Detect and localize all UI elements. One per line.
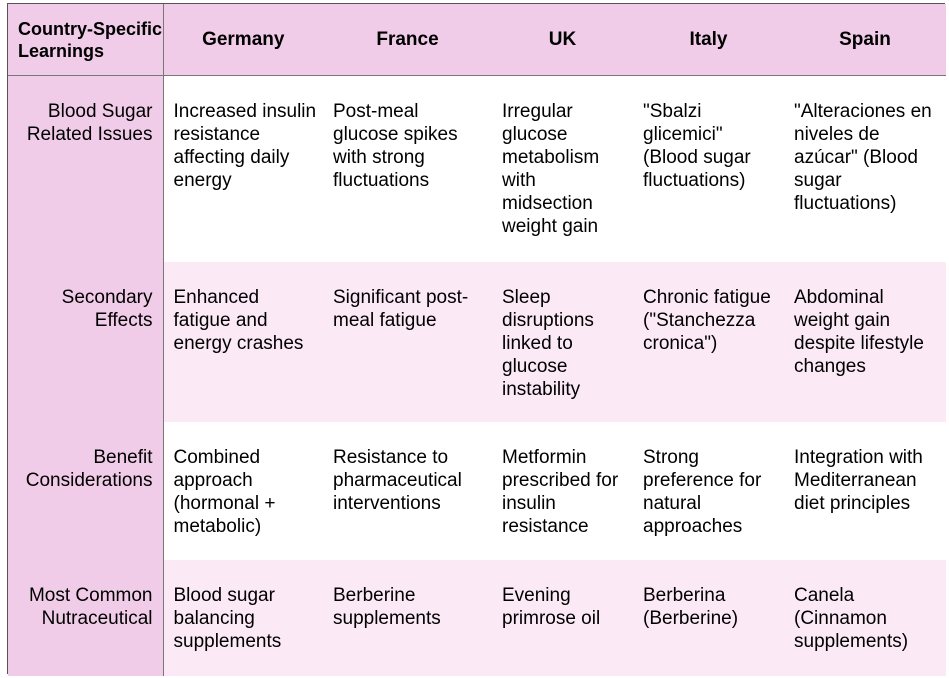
table-cell: Combined approach (hormonal + metabolic)	[163, 422, 323, 560]
corner-header: Country-Specific Learnings	[8, 4, 163, 76]
table-cell: Blood sugar balancing supplements	[163, 560, 323, 676]
table-cell: Increased insulin resistance affecting daily energy	[163, 76, 323, 262]
table-cell: Strong preference for natural approaches	[633, 422, 784, 560]
column-header-france: France	[323, 4, 492, 76]
table-cell: Chronic fatigue ("Stanchezza cronica")	[633, 262, 784, 422]
table-row	[8, 560, 946, 676]
table-cell: Metformin prescribed for insulin resistance	[492, 422, 633, 560]
comparison-table-container	[7, 3, 945, 674]
row-header-most-common-nutraceutical: Most Common Nutraceutical	[8, 560, 163, 676]
table-row	[8, 76, 946, 262]
country-learnings-table	[8, 4, 946, 676]
row-header-blood-sugar: Blood Sugar Related Issues	[8, 76, 163, 262]
column-header-italy: Italy	[633, 4, 784, 76]
table-cell: Significant post-meal fatigue	[323, 262, 492, 422]
table-cell: Berberine supplements	[323, 560, 492, 676]
header-row	[8, 4, 946, 76]
row-header-benefit-considerations: Benefit Considerations	[8, 422, 163, 560]
table-cell: Enhanced fatigue and energy crashes	[163, 262, 323, 422]
table-row	[8, 422, 946, 560]
table-cell: Evening primrose oil	[492, 560, 633, 676]
column-header-uk: UK	[492, 4, 633, 76]
table-cell: Canela (Cinnamon supplements)	[784, 560, 946, 676]
table-cell: Post-meal glucose spikes with strong fluctuations	[323, 76, 492, 262]
table-cell: Abdominal weight gain despite lifestyle changes	[784, 262, 946, 422]
table-cell: Sleep disruptions linked to glucose instability	[492, 262, 633, 422]
table-cell: Irregular glucose metabolism with midsection weight gain	[492, 76, 633, 262]
table-row	[8, 262, 946, 422]
table-cell: "Sbalzi glicemici" (Blood sugar fluctuations)	[633, 76, 784, 262]
row-header-secondary-effects: Secondary Effects	[8, 262, 163, 422]
table-cell: "Alteraciones en niveles de azúcar" (Blood sugar fluctuations)	[784, 76, 946, 262]
column-header-spain: Spain	[784, 4, 946, 76]
table-cell: Berberina (Berberine)	[633, 560, 784, 676]
table-cell: Resistance to pharmaceutical interventions	[323, 422, 492, 560]
table-cell: Integration with Mediterranean diet principles	[784, 422, 946, 560]
column-header-germany: Germany	[163, 4, 323, 76]
